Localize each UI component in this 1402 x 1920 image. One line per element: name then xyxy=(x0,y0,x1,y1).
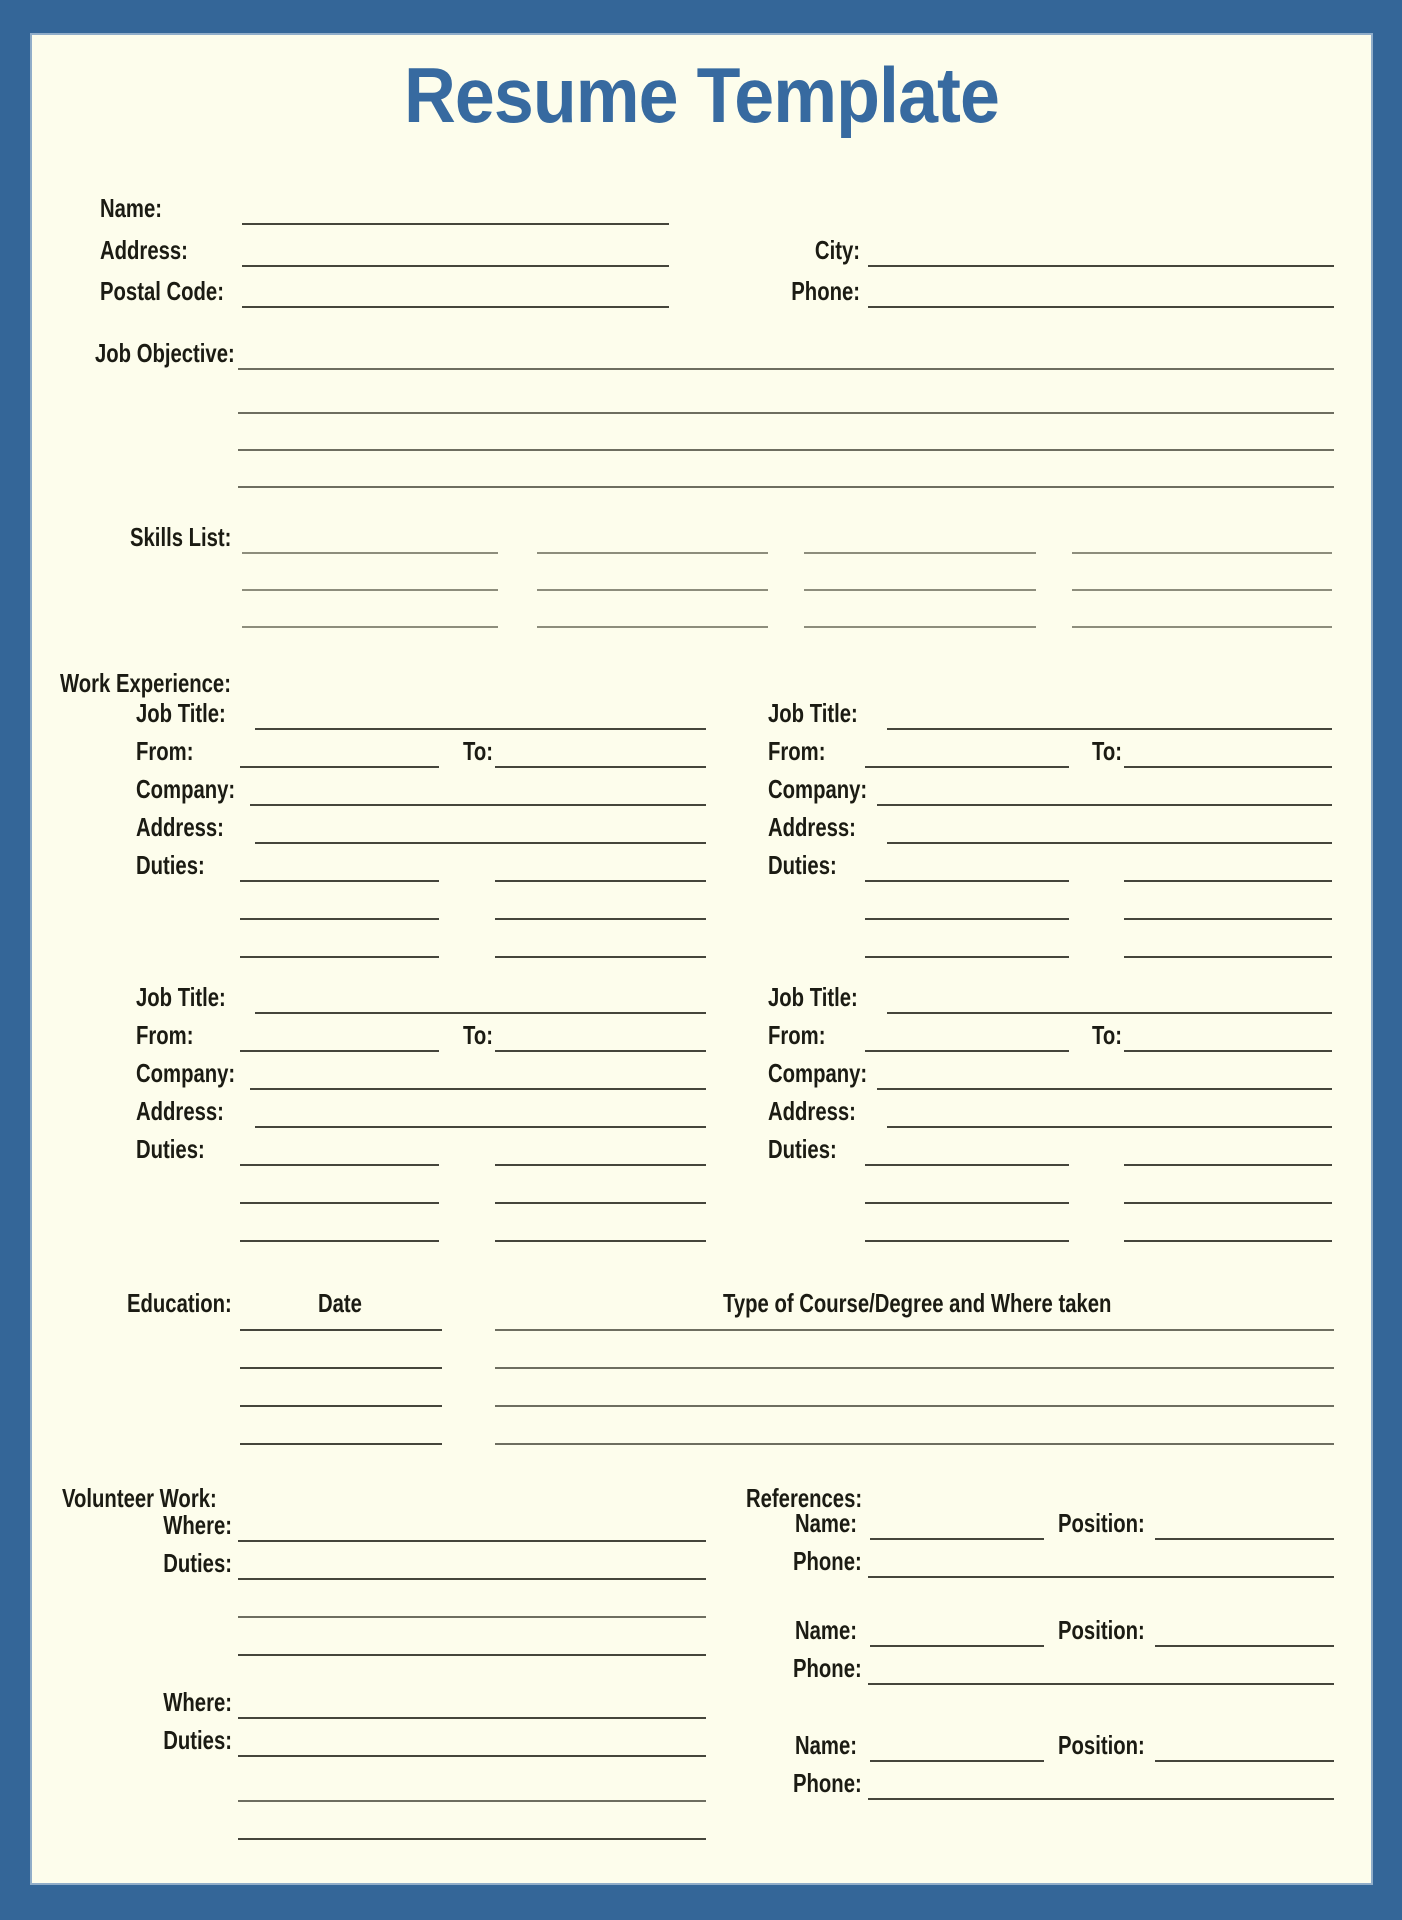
paper-sheet xyxy=(32,35,1371,1883)
from-label: From: xyxy=(136,736,194,766)
job-objective-line xyxy=(238,368,1334,370)
company-line xyxy=(250,1088,706,1090)
reference-phone-line xyxy=(868,1683,1334,1685)
volunteer-work-header: Volunteer Work: xyxy=(62,1483,217,1513)
duties-line xyxy=(495,880,706,882)
reference-position-label: Position: xyxy=(1058,1508,1145,1538)
education-course-line xyxy=(495,1443,1334,1445)
skill-line xyxy=(804,552,1036,554)
duties-label: Duties: xyxy=(768,850,837,880)
address-line xyxy=(255,1126,706,1128)
page-title: Resume Template xyxy=(403,51,1000,139)
job-title-line xyxy=(255,728,706,730)
skill-line xyxy=(537,626,768,628)
from-label: From: xyxy=(768,736,826,766)
reference-position-line xyxy=(1155,1645,1334,1647)
skill-line xyxy=(537,589,768,591)
duties-line xyxy=(240,1164,439,1166)
from-line xyxy=(240,766,439,768)
address-line xyxy=(242,265,669,267)
company-line xyxy=(877,804,1332,806)
duties-line xyxy=(240,918,439,920)
city-label: City: xyxy=(814,235,860,265)
skill-line xyxy=(537,552,768,554)
duties-line xyxy=(1124,1164,1332,1166)
reference-phone-label: Phone: xyxy=(793,1546,862,1576)
education-date-line xyxy=(240,1405,442,1407)
job-objective-line xyxy=(238,449,1334,451)
address-label: Address: xyxy=(768,1096,856,1126)
duties-label: Duties: xyxy=(163,1725,232,1755)
education-date-header: Date xyxy=(318,1288,362,1318)
company-line xyxy=(250,804,706,806)
reference-phone-label: Phone: xyxy=(793,1653,862,1683)
education-date-line xyxy=(240,1367,442,1369)
where-label: Where: xyxy=(163,1687,232,1717)
to-line xyxy=(495,766,706,768)
duties-line xyxy=(238,1838,706,1840)
education-course-line xyxy=(495,1367,1334,1369)
education-course-header: Type of Course/Degree and Where taken xyxy=(723,1288,1112,1318)
phone-line xyxy=(868,306,1334,308)
to-line xyxy=(1124,766,1332,768)
job-title-label: Job Title: xyxy=(136,982,226,1012)
duties-line xyxy=(240,880,439,882)
reference-position-line xyxy=(1155,1760,1334,1762)
where-label: Where: xyxy=(163,1510,232,1540)
where-line xyxy=(238,1717,706,1719)
from-label: From: xyxy=(136,1020,194,1050)
skill-line xyxy=(242,552,498,554)
reference-name-line xyxy=(870,1760,1044,1762)
company-label: Company: xyxy=(768,1058,868,1088)
duties-label: Duties: xyxy=(136,850,205,880)
company-line xyxy=(877,1088,1332,1090)
duties-line xyxy=(240,1240,439,1242)
duties-line xyxy=(1124,956,1332,958)
reference-position-line xyxy=(1155,1538,1334,1540)
to-line xyxy=(1124,1050,1332,1052)
duties-line xyxy=(495,956,706,958)
address-label: Address: xyxy=(136,1096,224,1126)
education-date-line xyxy=(240,1443,442,1445)
job-title-line xyxy=(887,1012,1332,1014)
reference-phone-line xyxy=(868,1798,1334,1800)
skill-line xyxy=(804,589,1036,591)
duties-line xyxy=(865,918,1069,920)
duties-line xyxy=(495,1202,706,1204)
duties-line xyxy=(865,1202,1069,1204)
skill-line xyxy=(242,626,498,628)
duties-line xyxy=(238,1578,706,1580)
reference-name-label: Name: xyxy=(795,1508,857,1538)
duties-line xyxy=(238,1616,706,1618)
job-objective-line xyxy=(238,412,1334,414)
skill-line xyxy=(242,589,498,591)
reference-name-label: Name: xyxy=(795,1730,857,1760)
duties-line xyxy=(495,1240,706,1242)
job-title-label: Job Title: xyxy=(768,698,858,728)
name-line xyxy=(242,223,669,225)
from-line xyxy=(865,766,1069,768)
reference-name-line xyxy=(870,1645,1044,1647)
job-objective-line xyxy=(238,486,1334,488)
job-title-line xyxy=(887,728,1332,730)
education-course-line xyxy=(495,1405,1334,1407)
reference-position-label: Position: xyxy=(1058,1615,1145,1645)
skill-line xyxy=(804,626,1036,628)
skills-list-label: Skills List: xyxy=(130,522,232,552)
company-label: Company: xyxy=(136,1058,236,1088)
from-label: From: xyxy=(768,1020,826,1050)
address-label: Address: xyxy=(136,812,224,842)
duties-line xyxy=(238,1800,706,1802)
duties-line xyxy=(1124,1202,1332,1204)
skill-line xyxy=(1072,589,1332,591)
duties-label: Duties: xyxy=(768,1134,837,1164)
duties-line xyxy=(240,1202,439,1204)
duties-label: Duties: xyxy=(136,1134,205,1164)
to-label: To: xyxy=(1092,1020,1123,1050)
references-header: References: xyxy=(746,1483,863,1513)
education-header: Education: xyxy=(127,1288,232,1318)
from-line xyxy=(240,1050,439,1052)
address-line xyxy=(887,1126,1332,1128)
name-label: Name: xyxy=(100,193,162,223)
postal-code-label: Postal Code: xyxy=(100,276,224,306)
skill-line xyxy=(1072,552,1332,554)
address-line xyxy=(255,842,706,844)
education-date-line xyxy=(240,1329,442,1331)
duties-line xyxy=(865,956,1069,958)
to-label: To: xyxy=(463,1020,494,1050)
duties-line xyxy=(240,956,439,958)
job-title-line xyxy=(255,1012,706,1014)
address-line xyxy=(887,842,1332,844)
duties-line xyxy=(865,1240,1069,1242)
duties-line xyxy=(495,918,706,920)
job-objective-label: Job Objective: xyxy=(95,338,235,368)
company-label: Company: xyxy=(768,774,868,804)
address-label: Address: xyxy=(768,812,856,842)
reference-phone-label: Phone: xyxy=(793,1768,862,1798)
duties-line xyxy=(1124,880,1332,882)
company-label: Company: xyxy=(136,774,236,804)
education-course-line xyxy=(495,1329,1334,1331)
duties-line xyxy=(495,1164,706,1166)
postal-code-line xyxy=(242,306,669,308)
duties-line xyxy=(238,1654,706,1656)
duties-line xyxy=(865,880,1069,882)
phone-label: Phone: xyxy=(791,276,860,306)
where-line xyxy=(238,1540,706,1542)
duties-label: Duties: xyxy=(163,1548,232,1578)
from-line xyxy=(865,1050,1069,1052)
duties-line xyxy=(238,1755,706,1757)
duties-line xyxy=(1124,1240,1332,1242)
to-label: To: xyxy=(463,736,494,766)
address-label: Address: xyxy=(100,235,188,265)
duties-line xyxy=(1124,918,1332,920)
duties-line xyxy=(865,1164,1069,1166)
skill-line xyxy=(1072,626,1332,628)
job-title-label: Job Title: xyxy=(768,982,858,1012)
reference-name-label: Name: xyxy=(795,1615,857,1645)
reference-position-label: Position: xyxy=(1058,1730,1145,1760)
reference-name-line xyxy=(870,1538,1044,1540)
reference-phone-line xyxy=(868,1576,1334,1578)
to-label: To: xyxy=(1092,736,1123,766)
city-line xyxy=(868,265,1334,267)
to-line xyxy=(495,1050,706,1052)
work-experience-header: Work Experience: xyxy=(60,668,231,698)
job-title-label: Job Title: xyxy=(136,698,226,728)
